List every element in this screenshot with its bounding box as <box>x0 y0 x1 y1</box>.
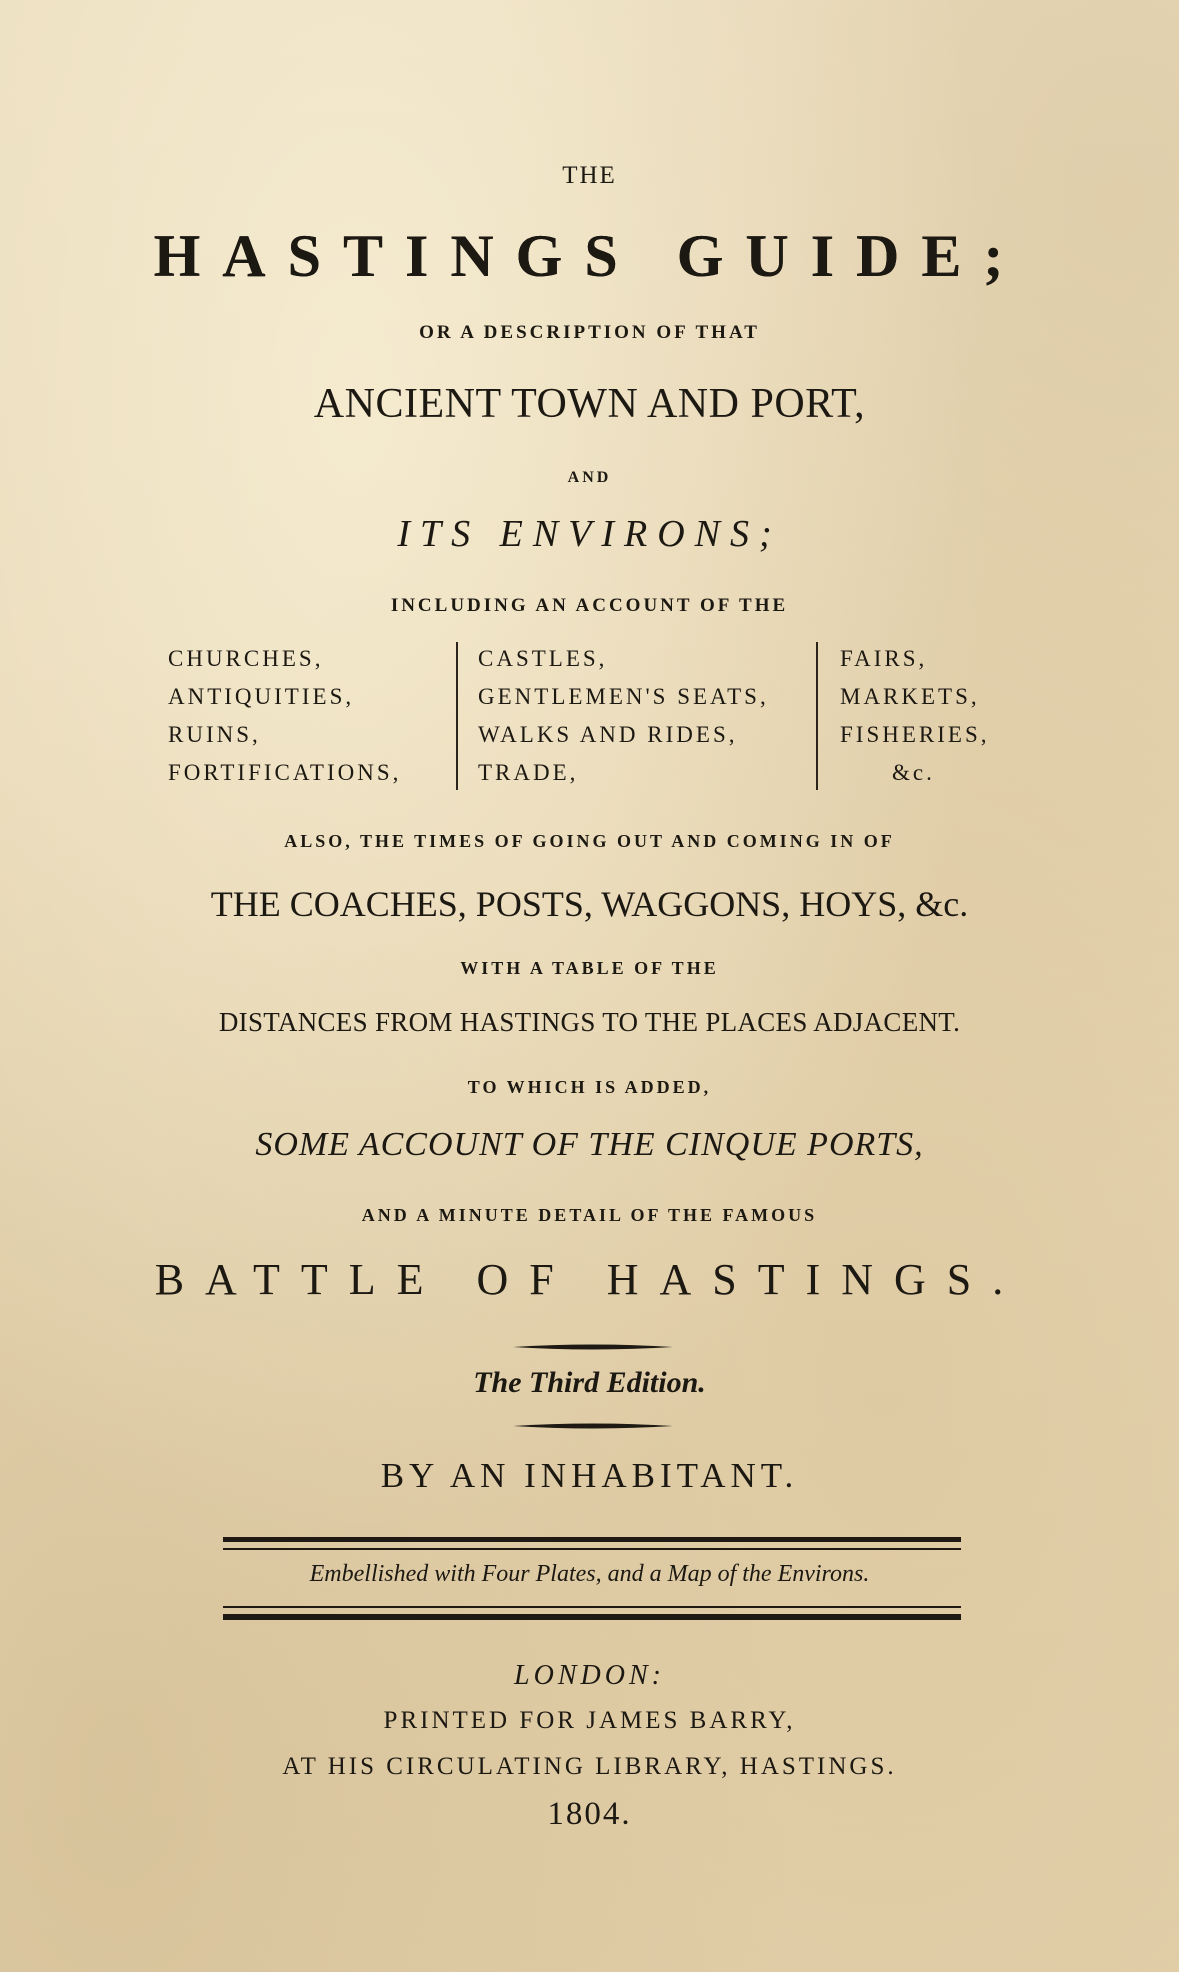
minute-detail-line: AND A MINUTE DETAIL OF THE FAMOUS <box>361 1205 818 1225</box>
coaches-line: THE COACHES, POSTS, WAGGONS, HOYS, &c. <box>210 884 969 924</box>
thick-rule <box>223 1537 961 1542</box>
contents-column-2 <box>478 640 769 792</box>
contents-item: FAIRS, <box>840 646 928 671</box>
title-article: THE <box>562 162 617 189</box>
imprint-city: LONDON: <box>514 1660 665 1691</box>
edition-line: The Third Edition. <box>473 1366 706 1399</box>
book-title: HASTINGS GUIDE; <box>153 223 1026 289</box>
including-line: INCLUDING AN ACCOUNT OF THE <box>390 595 789 616</box>
embellished-line: Embellished with Four Plates, and a Map of the Environs. <box>309 1561 870 1587</box>
environs-line: ITS ENVIRONS; <box>397 513 782 555</box>
and-line: AND <box>567 469 612 486</box>
distances-line: DISTANCES FROM HASTINGS TO THE PLACES ADJACENT. <box>218 1007 961 1037</box>
imprint-library: AT HIS CIRCULATING LIBRARY, HASTINGS. <box>282 1753 897 1780</box>
also-line: ALSO, THE TIMES OF GOING OUT AND COMING IN OF <box>284 831 895 851</box>
contents-column-3 <box>840 640 990 792</box>
contents-column-1 <box>168 640 401 792</box>
contents-item: &c. <box>892 760 935 785</box>
contents-item: ANTIQUITIES, <box>168 684 355 709</box>
thick-rule <box>223 1614 961 1620</box>
imprint-year: 1804. <box>547 1796 632 1832</box>
contents-item: GENTLEMEN'S SEATS, <box>478 684 769 709</box>
ancient-town-line: ANCIENT TOWN AND PORT, <box>313 381 866 427</box>
contents-item: RUINS, <box>168 722 261 747</box>
battle-line: BATTLE OF HASTINGS. <box>154 1255 1025 1304</box>
column-divider <box>456 642 458 790</box>
to-which-line: TO WHICH IS ADDED, <box>467 1077 712 1097</box>
subtitle-line: OR A DESCRIPTION OF THAT <box>419 322 760 343</box>
contents-item: FORTIFICATIONS, <box>168 760 402 785</box>
author-line: BY AN INHABITANT. <box>380 1456 799 1495</box>
thin-rule <box>223 1548 961 1550</box>
with-table-line: WITH A TABLE OF THE <box>460 958 719 978</box>
contents-item: TRADE, <box>478 760 579 785</box>
cinque-ports-line: SOME ACCOUNT OF THE CINQUE PORTS, <box>255 1126 924 1163</box>
ornament-rule <box>513 1343 673 1351</box>
contents-item: FISHERIES, <box>840 722 990 747</box>
column-divider <box>816 642 818 790</box>
contents-item: CHURCHES, <box>168 646 324 671</box>
contents-item: WALKS AND RIDES, <box>478 722 738 747</box>
thin-rule <box>223 1606 961 1608</box>
contents-item: MARKETS, <box>840 684 980 709</box>
contents-item: CASTLES, <box>478 646 608 671</box>
ornament-rule <box>513 1422 673 1430</box>
imprint-printer: PRINTED FOR JAMES BARRY, <box>383 1707 796 1734</box>
